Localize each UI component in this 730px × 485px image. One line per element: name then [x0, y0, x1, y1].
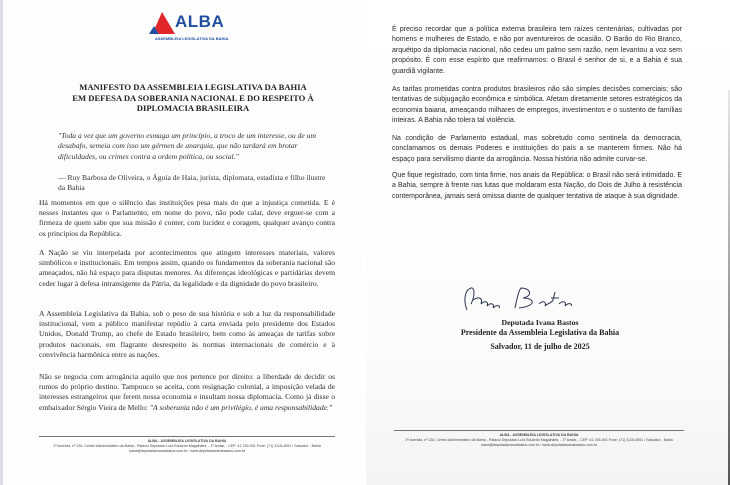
paragraph: É preciso recordar que a política externa brasileira tem raízes centenárias, cultivadas por homens e mulheres de Estado, e não por aventureiros de ocasião. O Barão do Rio Branco, arquétipo da diplomacia nacional, não cedeu um palmo sem razão, nem levantou a voz sem propósito. É com esse espírito que reafirmamos: o Brasil é senhor de si, e a Bahia é sua guardiã vigilante.: [392, 26, 682, 75]
signatory-name: Deputada Ivana Bastos: [501, 318, 579, 327]
paragraph: As tarifas prometidas contra produtos brasileiros não são simples decisões comerciais; são tentativas de subjugação econômica e simbólica. Afetam diretamente setores estratégicos da economia baiana, ameaçando milhares de empregos, investimentos e o sustento de famílias inteiras. A Bahia não tolera tal violência.: [392, 86, 682, 125]
paragraph: A Assembleia Legislativa da Bahia, sob o peso de sua história e sob a luz da responsabilidade institucional, vem a público manifestar repúdio à carta enviada pelo presidente dos Estados Unidos, Donald Trump, ao chefe de Estado brasileiro, bem como às ameaças de tarifas sobre produtos nacionais, em flagrante desrespeito às normas internacionais de comércio e à convivência harmônica entre as nações.: [39, 309, 335, 359]
alba-triangle-icon: [149, 12, 175, 34]
paragraph: Na condição de Parlamento estadual, mas sobretudo como sentinela da democracia, conclamamos os demais Poderes e instituições do país a se manterem firmes. Não há espaço para servilismo diante da arrogância. Nossa história não admite curvar-se.: [392, 135, 682, 163]
alba-logo: [149, 12, 229, 46]
vieira-de-mello-quote: "A soberania não é um privilégio, é uma responsabilidade.": [149, 402, 333, 412]
title-line: MANIFESTO DA ASSEMBLEIA LEGISLATIVA DA BAHIA: [79, 82, 307, 92]
paragraph: Que fique registrado, com tinta firme, nos anais da República: o Brasil não será intimidado. E a Bahia, sempre à frente nas lutas que moldaram esta Nação, do Dois de Julho à resistência contemporânea, jamais será omissa diante de qualquer tentativa de ataque à sua dignidade.: [392, 172, 682, 200]
footer-title: ALBA - ASSEMBLEIA LEGISLATIVA DA BAHIA: [147, 439, 227, 443]
page-footer: [39, 436, 335, 454]
epigraph-quote: "Toda a vez que um governo esmaga um princípio, a troco de um interesse, ou de um desabafo, semeia com isso um gérmen de anarquia, que não tardará em brotar dificuldades, ou crimes contra a ordem política, ou social.": [58, 131, 316, 161]
paragraph-text: Não se negocia com arrogância aquilo que nos pertence por direito: a liberdade de decidir os rumos do próprio destino. Tampouco se aceita, com resignação colonial, a imposição velada de interesses estrangeiros que ferem nossa economia e insultam nossa diplomacia. Como já disse o embaixador Sérgio Vieira de Mello:: [39, 372, 335, 412]
paragraph: A Nação se viu interpelada por acontecimentos que atingem interesses materiais, valores simbólicos e institucionais. Em tempos assim, quando os fundamentos da soberania nacional são ameaçados, não há espaço para disputas menores. As diferenças ideológicas e partidárias devem ceder lugar à defesa intransigente da Pátria, da legalidade e da dignidade do povo brasileiro.: [39, 248, 335, 288]
page-footer: [394, 430, 684, 448]
footer-address: 1ª avenida, nº 130, Centro Administrativo da Bahia - Palácio Deputado Luís Eduardo Magalhães, - 1º Andar, - CEP: 41.745-001 Fone: (71) 3115-4051 / Salvador - Bahia: [53, 444, 321, 448]
handwritten-signature: [455, 286, 605, 312]
manifesto-title: [43, 82, 343, 114]
place-date: Salvador, 11 de julho de 2025: [490, 342, 590, 351]
footer-contact: ivana@deputadaivanabastos.com.br / www.deputadaivanabastos.com.br: [128, 449, 246, 453]
paragraph: Há momentos em que o silêncio das instituições pesa mais do que a injustiça cometida. E é nesses instantes que o Parlamento, em nome do povo, não pode calar, deve erguer-se com a firmeza de quem sabe que sua missão é conter, com lucidez e coragem, qualquer avanço contra os princípios da República.: [39, 198, 335, 238]
signatory-role: Presidente da Assembleia Legislativa da Bahia: [460, 328, 620, 337]
footer-title: ALBA - ASSEMBLEIA LEGISLATIVA DA BAHIA: [499, 433, 579, 437]
paragraph-closing: [39, 372, 335, 413]
epigraph-attribution: — Ruy Barbosa de Oliveira, o Águia de Haia, jurista, diplomata, estadista e filho ilustre da Bahia: [58, 173, 326, 193]
logo-brand: ALBA: [175, 12, 225, 31]
footer-address: 1ª avenida, nº 130, Centro Administrativo da Bahia - Palácio Deputado Luís Eduardo Magalhães, - 1º Andar, - CEP: 41.745-001 Fone: (71) 3115-4051 / Salvador - Bahia: [405, 438, 673, 442]
logo-subtitle: ASSEMBLEIA LEGISLATIVA DA BAHIA: [155, 36, 229, 41]
title-line: DIPLOMACIA BRASILEIRA: [136, 103, 250, 113]
title-line: EM DEFESA DA SOBERANIA NACIONAL E DO RESPEITO À: [72, 92, 314, 103]
footer-contact: ivana@deputadaivanabastos.com.br / www.deputadaivanabastos.com.br: [480, 443, 598, 447]
